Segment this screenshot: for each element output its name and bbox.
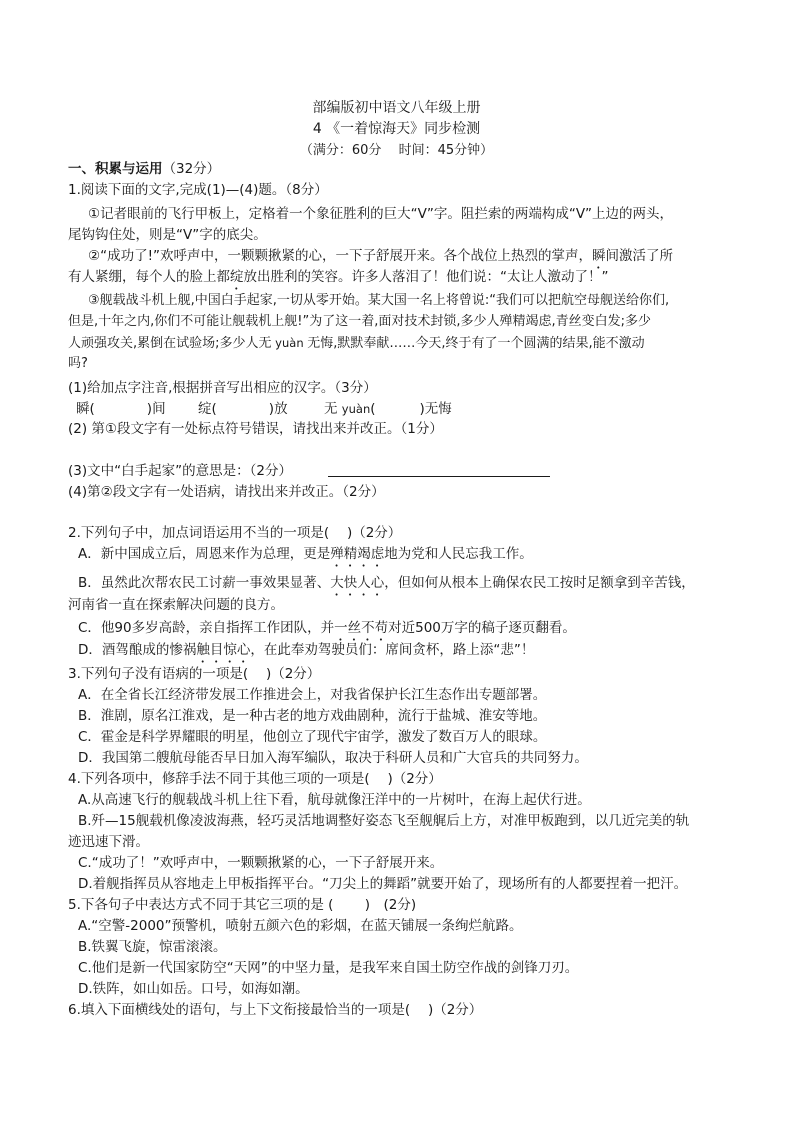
section-title: 一、积累与运用: [68, 161, 163, 177]
question-6-stem: 6.填入下面横线处的语句，与上下文衔接最恰当的一项是( )（2分）: [68, 1002, 483, 1018]
q1-para3-line3: 人顽强攻关,累倒在试验场;多少人无 yuàn 无悔,默默奉献……今天,终于有了一个圆满的结果,能不激动: [68, 336, 645, 351]
q1-para3-line4: 吗?: [68, 356, 88, 371]
question-4-stem: 4.下列各项中，修辞手法不同于其他三项的一项是( )（2分）: [68, 771, 442, 787]
q1-sub2: (2) 第①段文字有一处标点符号错误，请找出来并改正。（1分）: [68, 421, 443, 437]
q1-sub1-item3: 无 yuàn( )无悔: [324, 401, 452, 417]
q4-option-d: D.着舰指挥员从容地走上甲板指挥平台。“刀尖上的舞蹈”就要开始了，现场所有的人都要捏着一把汗。: [78, 876, 688, 892]
q1-sub1-item1: 瞬( )间: [76, 401, 166, 417]
q1-sub3: (3)文中“白手起家”的意思是：（2分）: [68, 463, 292, 479]
q1-sub1-item2: 绽( )放: [198, 401, 288, 417]
q1-para1-line2: 尾钩钩住处，则是“V”字的底尖。: [68, 227, 267, 243]
q1-para1-line1: ①记者眼前的飞行甲板上，定格着一个象征胜利的巨大“V”字。阻拦索的两端构成“V”上边的两头，: [88, 206, 674, 222]
q3-option-b: B．淮剧，原名江淮戏，是一种古老的地方戏曲剧种，流行于盐城、淮安等地。: [78, 708, 547, 724]
q1-para2-line1: ②“成功了!”欢呼声中，一颗颗揪紧的心，一下子舒展开来。各个战位上热烈的掌声，瞬间激活了所: [88, 248, 674, 264]
q3-option-d: D．我国第二艘航母能否早日加入海军编队，取决于科研人员和广大官兵的共同努力。: [78, 750, 588, 766]
q5-option-b: B.铁翼飞旋，惊雷滚滚。: [78, 939, 227, 955]
q5-option-c: C.他们是新一代国家防空“天网”的中坚力量，是我军来自国土防空作战的剑锋刀刃。: [78, 960, 579, 976]
q1-para2-line2: 有人紧绷，每个人的脸上都绽放出胜利的笑容。许多人落泪了！他们说：“太让人激动了！”: [68, 269, 609, 285]
doc-title: 部编版初中语文八年级上册: [312, 100, 481, 116]
q2-option-b-cont: 河南省一直在探索解决问题的良方。: [68, 597, 284, 613]
doc-subtitle: 4 《一着惊海天》同步检测: [312, 121, 481, 137]
q1-sub1: (1)给加点字注音,根据拼音写出相应的汉字。（3分）: [68, 380, 377, 396]
pinyin: yuàn: [271, 336, 308, 350]
q2-option-a: A．新中国成立后，周恩来作为总理，更是殚精竭虑地为党和人民忘我工作。: [78, 546, 533, 562]
q5-option-a: A.“空警-2000”预警机，喷射五颜六色的彩烟，在蓝天铺展一条绚烂航路。: [78, 918, 523, 934]
q1-para3-line1: ③舰载战斗机上舰,中国白手起家,一切从零开始。某大国一名上将曾说:“我们可以把航空母舰送给你们,: [88, 293, 670, 308]
question-5-stem: 5.下各句子中表达方式不同于其它三项的是 ( ) (2分): [68, 897, 417, 913]
q4-option-c: C.“成功了！”欢呼声中，一颗颗揪紧的心，一下子舒展开来。: [78, 855, 444, 871]
q2-option-d: D．酒驾酿成的惨祸触目惊心，在此奉劝驾驶员们：席间贪杯，路上添“悲”！: [78, 642, 535, 658]
q2-option-c: C．他90多岁高龄，亲自指挥工作团队，并一丝不苟对近500万字的稿子逐页翻看。: [78, 620, 576, 636]
q1-para3-line2: 但是,十年之内,你们不可能让舰载机上舰!”为了这一着,面对技术封锁,多少人殚精竭虑,青丝变白发;多少: [68, 314, 651, 329]
q2-option-b: B．虽然此次帮农民工讨薪一事效果显著、大快人心，但如何从根本上确保农民工按时足额拿到辛苦钱，: [78, 575, 695, 591]
question-3-stem: 3.下列句子没有语病的一项是( )（2分）: [68, 666, 321, 682]
q4-option-b: B.歼—15舰载机像凌波海燕，轻巧灵活地调整好姿态飞至舰艉后上方，对准甲板跑到，以几近完美的轨: [78, 813, 690, 829]
section-score: （32分）: [162, 161, 221, 177]
exam-meta: （满分：60分 时间：45分钟）: [299, 143, 494, 158]
q1-sub4: (4)第②段文字有一处语病，请找出来并改正。（2分）: [68, 484, 385, 500]
question-1-stem: 1.阅读下面的文字,完成(1)—(4)题。（8分）: [68, 182, 328, 198]
section-heading: [68, 160, 220, 178]
answer-line[interactable]: [328, 476, 550, 477]
q4-option-a: A.从高速飞行的舰载战斗机上往下看，航母就像汪洋中的一片树叶，在海上起伏行进。: [78, 792, 591, 808]
q3-option-c: C．霍金是科学界耀眼的明星，他创立了现代宇宙学，激发了数百万人的眼球。: [78, 729, 547, 745]
q3-option-a: A．在全省长江经济带发展工作推进会上，对我省保护长江生态作出专题部署。: [78, 687, 547, 703]
dotted-char: 瞬: [592, 248, 606, 264]
dotted-char: 绽: [230, 269, 244, 285]
q5-option-d: D.铁阵，如山如岳。口号，如海如潮。: [78, 981, 309, 997]
q4-option-b-cont: 迹迅速下滑。: [68, 834, 149, 850]
question-2-stem: 2.下列句子中，加点词语运用不当的一项是( )（2分）: [68, 525, 402, 541]
